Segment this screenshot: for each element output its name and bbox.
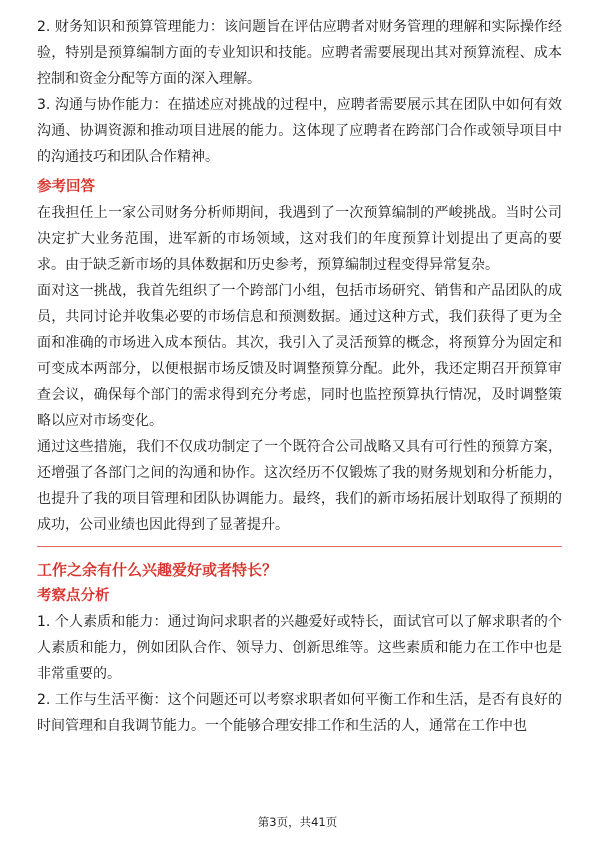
- analysis-point-2b: 2. 工作与生活平衡：这个问题还可以考察求职者如何平衡工作和生活，是否有良好的时间管理和自我调节能力。一个能够合理安排工作和生活的人，通常在工作中也: [37, 692, 562, 734]
- analysis-point-2: 2. 财务知识和预算管理能力：该问题旨在评估应聘者对财务管理的理解和实际操作经验，特别是预算编制方面的专业知识和技能。应聘者需要展现出其对预算流程、成本控制和资金分配等方面的深入理解。: [37, 19, 562, 87]
- question-title: 工作之余有什么兴趣爱好或者特长？: [37, 561, 278, 579]
- reference-answer-paragraph-1: 在我担任上一家公司财务分析师期间，我遇到了一次预算编制的严峻挑战。当时公司决定扩大业务范围，进军新的市场领域，这对我们的年度预算计划提出了更高的要求。由于缺乏新市场的具体数据和历史参考，预算编制过程变得异常复杂。: [37, 205, 562, 273]
- analysis-point-1: 1. 个人素质和能力：通过询问求职者的兴趣爱好或特长，面试官可以了解求职者的个人素质和能力，例如团队合作、领导力、创新思维等。这些素质和能力在工作中也是非常重要的。: [37, 614, 562, 682]
- document-page: [37, 14, 562, 739]
- reference-answer-paragraph-3: 通过这些措施，我们不仅成功制定了一个既符合公司战略又具有可行性的预算方案，还增强了各部门之间的沟通和协作。这次经历不仅锻炼了我的财务规划和分析能力，也提升了我的项目管理和团队协调能力。最终，我们的新市场拓展计划取得了预期的成功，公司业绩也因此得到了显著提升。: [37, 439, 562, 533]
- page-number: 第3页，共41页: [257, 815, 338, 829]
- analysis-point-3: 3. 沟通与协作能力：在描述应对挑战的过程中，应聘者需要展示其在团队中如何有效沟通、协调资源和推动项目进展的能力。这体现了应聘者在跨部门合作或领导项目中的沟通技巧和团队合作精神。: [37, 97, 562, 165]
- reference-answer-paragraph-2: 面对这一挑战，我首先组织了一个跨部门小组，包括市场研究、销售和产品团队的成员，共同讨论并收集必要的市场信息和预测数据。通过这种方式，我们获得了更为全面和准确的市场进入成本预估。其次，我引入了灵活预算的概念，将预算分为固定和可变成本两部分，以便根据市场反馈及时调整预算分配。此外，我还定期召开预算审查会议，确保每个部门的需求得到充分考虑，同时也监控预算执行情况，及时调整策略以应对市场变化。: [37, 283, 562, 429]
- analysis-heading: 考察点分析: [37, 588, 110, 604]
- reference-answer-heading: 参考回答: [37, 179, 95, 195]
- section-divider: [37, 546, 562, 547]
